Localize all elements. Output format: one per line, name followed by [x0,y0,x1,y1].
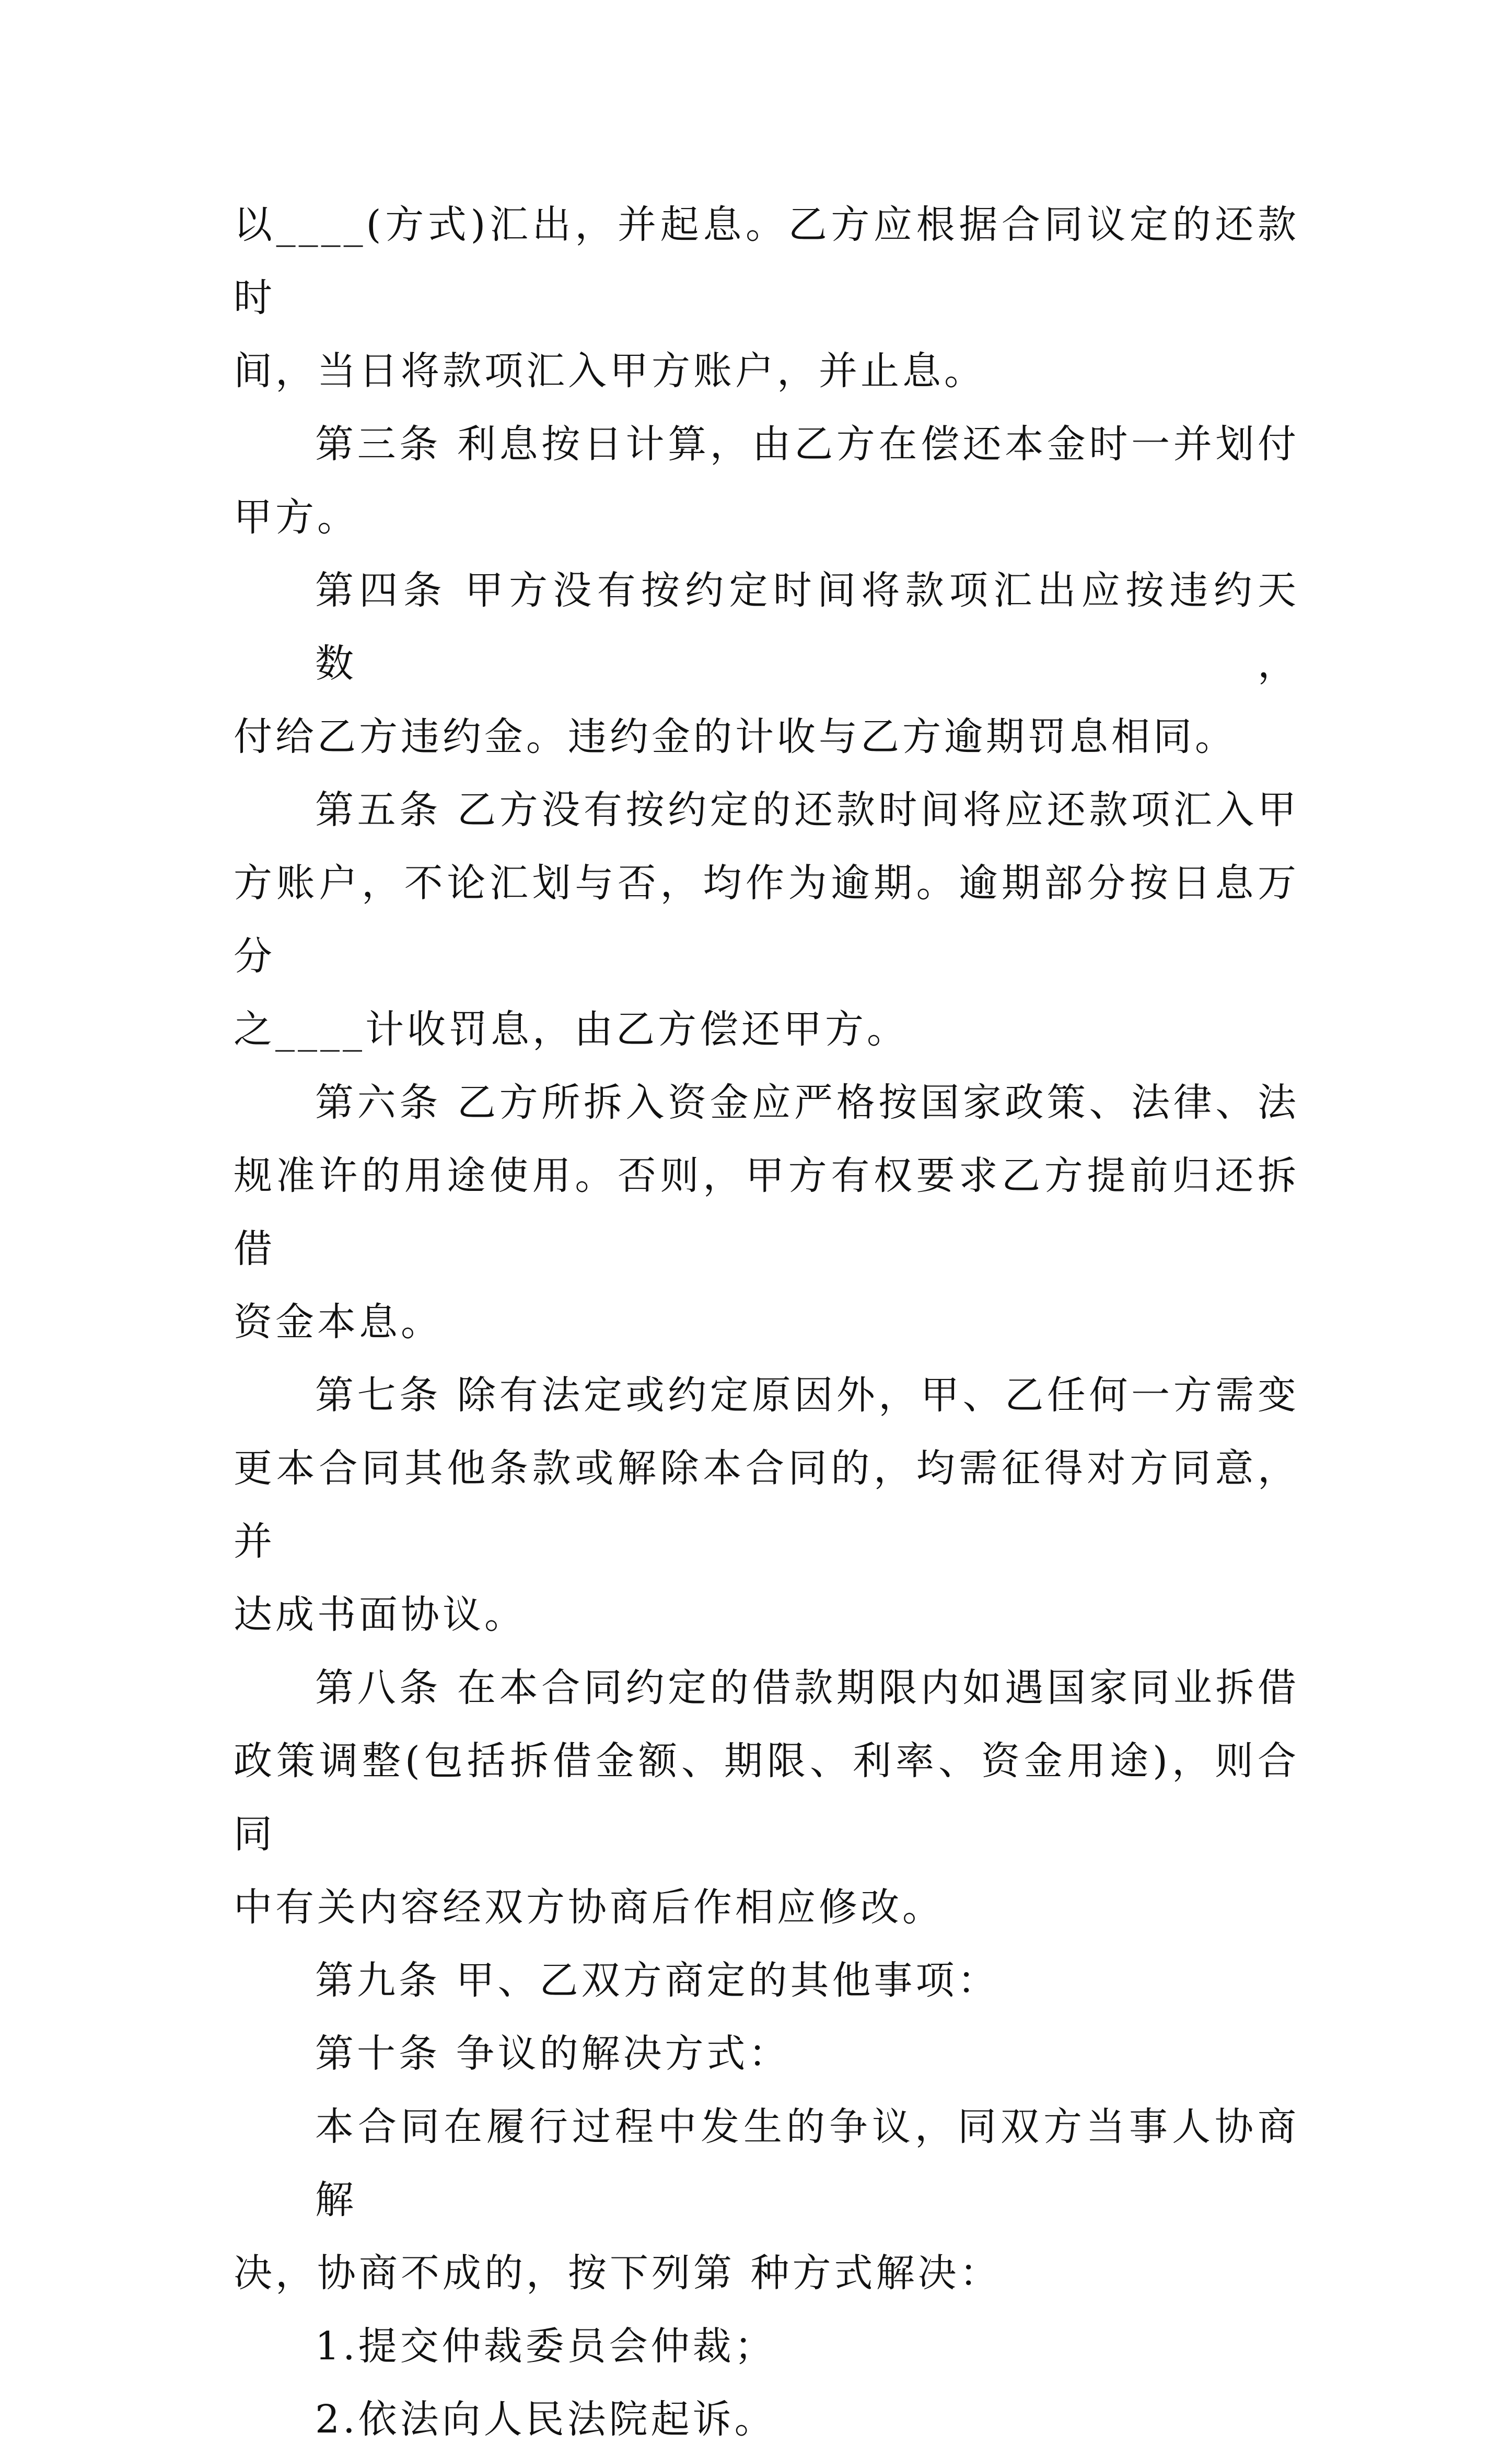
text-line: 规准许的用途使用。否则，甲方有权要求乙方提前归还拆借 [234,1153,1299,1271]
text-line: 达成书面协议。 [234,1592,526,1637]
text-line: 付给乙方违约金。违约金的计收与乙方逾期罚息相同。 [234,714,1237,759]
paragraph [234,2310,1299,2383]
text-line: 方账户，不论汇划与否，均作为逾期。逾期部分按日息万分 [234,861,1299,979]
paragraph [234,408,1299,554]
text-line: 第四条 甲方没有按约定时间将款项汇出应按违约天数， [315,568,1299,686]
text-line: 1.提交仲裁委员会仲裁； [315,2324,776,2369]
paragraph [234,188,1299,408]
paragraph [234,1066,1299,1359]
text-line: 以____(方式)汇出，并起息。乙方应根据合同议定的还款时 [234,202,1299,320]
text-line: 第五条 乙方没有按约定的还款时间将应还款项汇入甲 [315,787,1299,832]
text-line: 决，协商不成的，按下列第 种方式解决： [234,2251,1002,2296]
text-line: 第三条 利息按日计算，由乙方在偿还本金时一并划付 [315,422,1299,467]
paragraph [234,773,1299,1066]
text-line: 之____计收罚息，由乙方偿还甲方。 [234,1007,909,1052]
paragraph [234,1651,1299,1944]
paragraph [234,1359,1299,1651]
paragraph [234,2017,1299,2090]
paragraph [234,2090,1299,2310]
text-line: 第八条 在本合同约定的借款期限内如遇国家同业拆借 [315,1665,1299,1710]
paragraph [234,2383,1299,2456]
text-line: 本合同在履行过程中发生的争议，同双方当事人协商解 [315,2104,1299,2222]
text-line: 第九条 甲、乙双方商定的其他事项： [315,1958,999,2003]
text-line: 间，当日将款项汇入甲方账户，并止息。 [234,349,986,393]
text-line: 第七条 除有法定或约定原因外，甲、乙任何一方需变 [315,1373,1299,1418]
text-line: 资金本息。 [234,1300,443,1345]
paragraph [234,554,1299,773]
text-line: 第十条 争议的解决方式： [315,2031,790,2076]
text-line: 中有关内容经双方协商后作相应修改。 [234,1885,944,1930]
text-line: 甲方。 [234,495,359,540]
text-line: 更本合同其他条款或解除本合同的，均需征得对方同意，并 [234,1446,1299,1564]
text-line: 2.依法向人民法院起诉。 [315,2397,776,2442]
text-line: 第六条 乙方所拆入资金应严格按国家政策、法律、法 [315,1080,1299,1125]
document-body [234,188,1299,2456]
paragraph [234,1944,1299,2017]
text-line: 政策调整(包括拆借金额、期限、利率、资金用途)，则合同 [234,1739,1299,1857]
